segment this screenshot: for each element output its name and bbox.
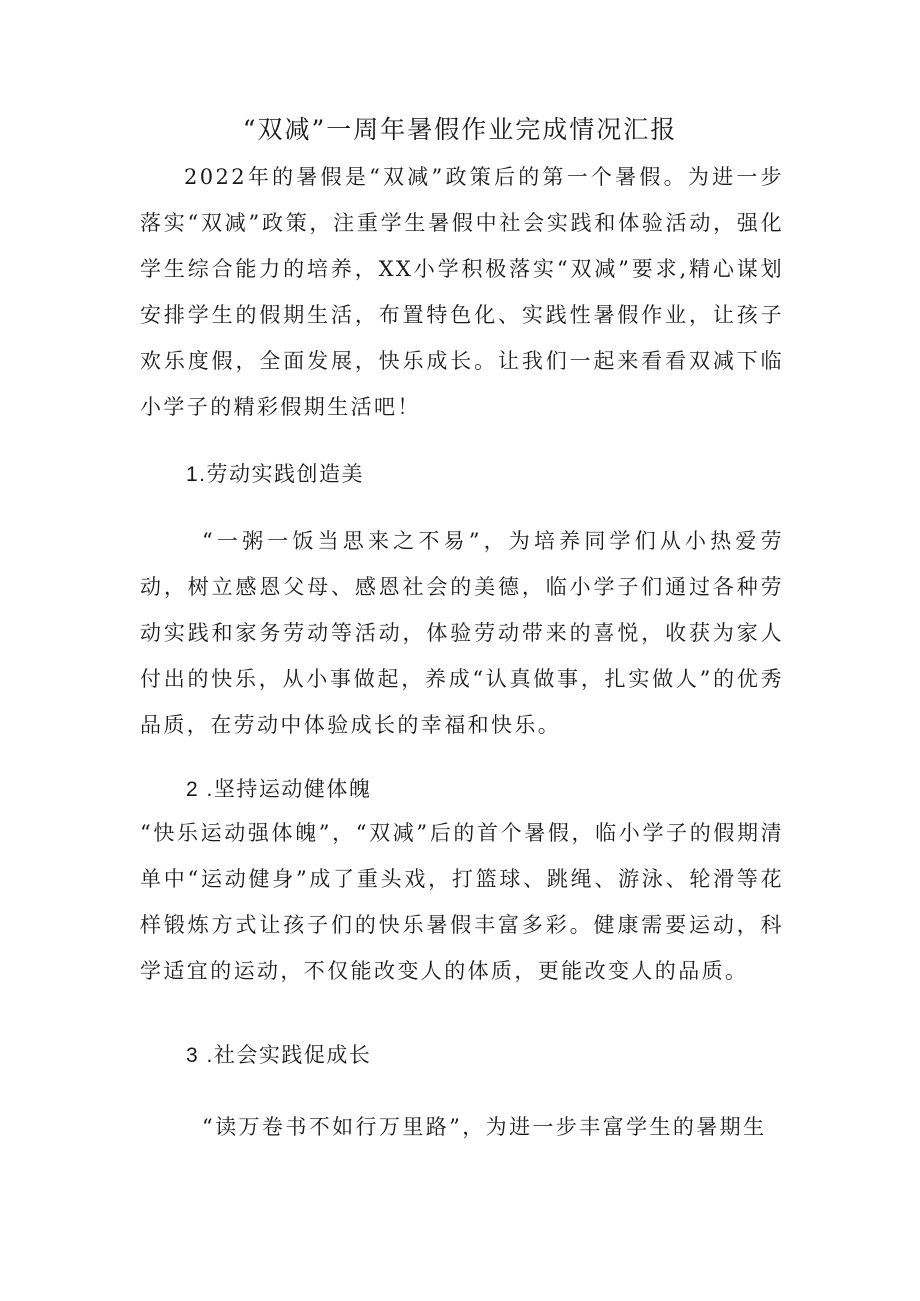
- section-body-social-practice: “读万卷书不如行万里路”，为进一步丰富学生的暑期生: [202, 1115, 767, 1139]
- section-heading-labor: 1.劳动实践创造美: [186, 463, 365, 486]
- document-title: “双减”一周年暑假作业完成情况汇报: [242, 115, 678, 144]
- intro-paragraph: 2022年的暑假是“双减”政策后的第一个暑假。为进一步落实“双减”政策，注重学生暑假中社会实践和体验活动，强化学生综合能力的培养，XX小学积极落实“双减”要求,精心谋划安排学生的假期生活，布置特色化、实践性暑假作业，让孩子欢乐度假，全面发展，快乐成长。让我们一起来看看双减下临小学子的精彩假期生活吧！: [140, 165, 784, 419]
- section-heading-social-practice: 3 .社会实践促成长: [186, 1044, 372, 1067]
- section-heading-sports: 2 .坚持运动健体魄: [186, 778, 372, 801]
- section-body-sports: “快乐运动强体魄”，“双减”后的首个暑假，临小学子的假期清单中“运动健身”成了重头戏，打篮球、跳绳、游泳、轮滑等花样锻炼方式让孩子们的快乐暑假丰富多彩。健康需要运动，科学适宜的运动，不仅能改变人的体质，更能改变人的品质。: [140, 821, 784, 983]
- section-body-labor: “一粥一饭当思来之不易”，为培养同学们从小热爱劳动，树立感恩父母、感恩社会的美德，临小学子们通过各种劳动实践和家务劳动等活动，体验劳动带来的喜悦，收获为家人付出的快乐，从小事做起，养成“认真做事，扎实做人”的优秀品质，在劳动中体验成长的幸福和快乐。: [140, 529, 784, 737]
